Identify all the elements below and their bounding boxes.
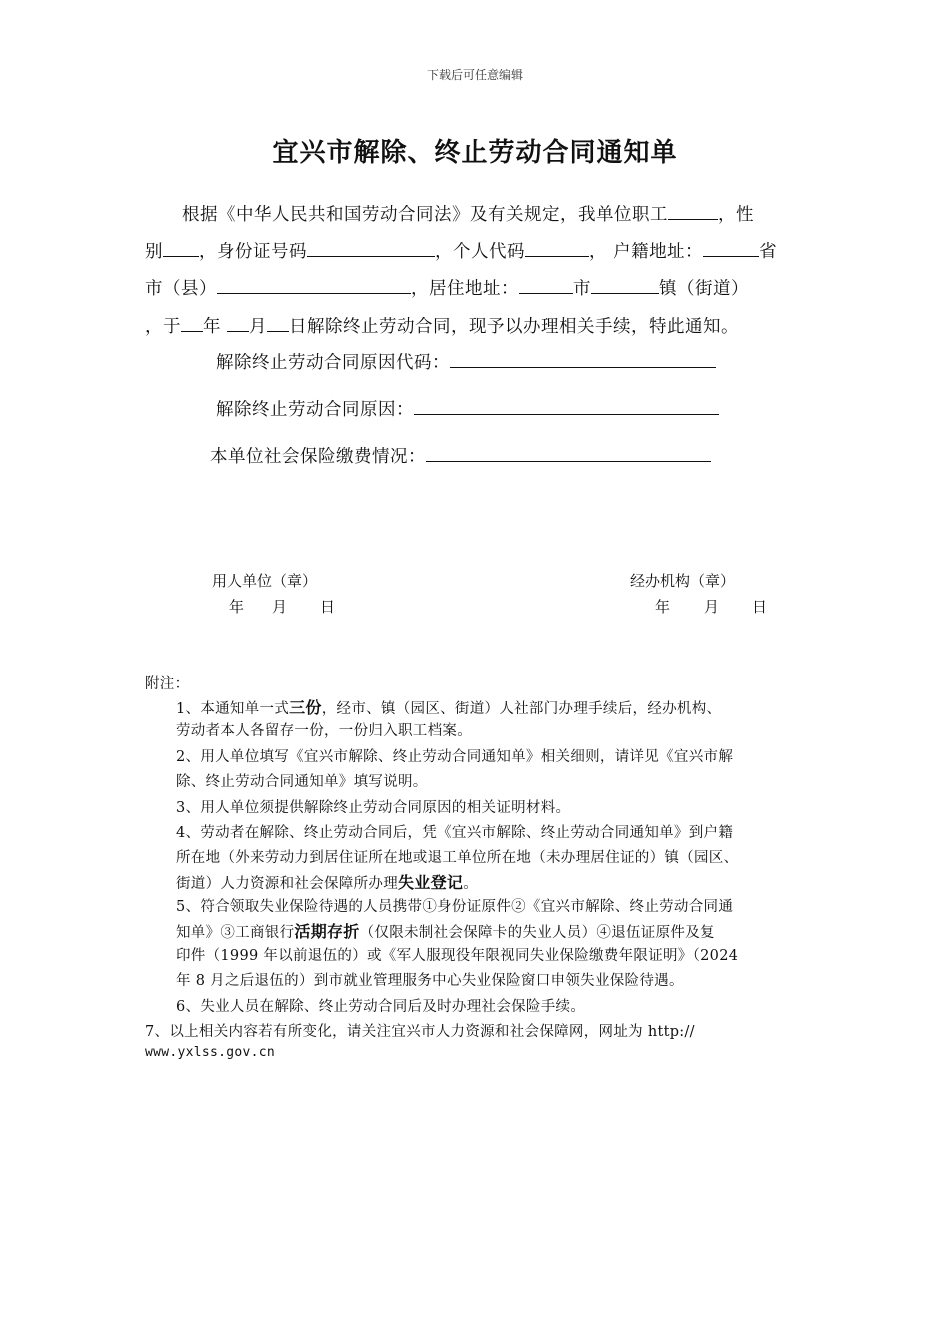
note-1-line-1: [176, 695, 721, 718]
gender-blank[interactable]: [163, 238, 199, 257]
intro-text: ，居住地址：: [411, 279, 519, 299]
note-text: （仅限未制社会保障卡的失业人员）④退伍证原件及复: [359, 925, 715, 941]
employer-date-day: 日: [320, 598, 336, 616]
note-4-line-1: 4、劳动者在解除、终止劳动合同后，凭《宜兴市解除、终止劳动合同通知单》到户籍: [176, 825, 734, 841]
agency-stamp-label: 经办机构（章）: [630, 572, 736, 590]
note-4-line-2: 所在地（外来劳动力到居住证所在地或退工单位所在地（未办理居住证的）镇（园区、: [176, 850, 739, 866]
intro-text: ，于: [145, 317, 181, 337]
note-4-line-3: [176, 870, 478, 893]
note-5-line-1: 5、符合领取失业保险待遇的人员携带①身份证原件②《宜兴市解除、终止劳动合同通: [176, 899, 734, 915]
employer-stamp-label: 用人单位（章）: [212, 572, 318, 590]
page-title: 宜兴市解除、终止劳动合同通知单: [272, 138, 678, 168]
reason-code-label: 解除终止劳动合同原因代码：: [216, 353, 450, 373]
personal-code-blank[interactable]: [525, 238, 589, 257]
reason-row: [216, 396, 719, 421]
insurance-field[interactable]: [426, 443, 711, 462]
note-5-line-3: 印件（1999 年以前退伍的）或《军人服现役年限视同失业保险缴费年限证明》（2024: [176, 948, 739, 964]
province-blank[interactable]: [703, 238, 759, 257]
intro-line-4: [145, 313, 739, 338]
employer-date-year: 年: [229, 598, 245, 616]
intro-line-1: [182, 201, 754, 226]
note-5-line-2: [176, 919, 715, 942]
year-blank[interactable]: [181, 313, 203, 332]
day-blank[interactable]: [267, 313, 289, 332]
note-emphasis: 活期存折: [294, 922, 360, 941]
month-blank[interactable]: [227, 313, 249, 332]
website-url[interactable]: www.yxlss.gov.cn: [145, 1045, 276, 1060]
employee-name-blank[interactable]: [668, 201, 718, 220]
insurance-label: 本单位社会保险缴费情况：: [210, 447, 426, 467]
note-text: 。: [463, 876, 479, 892]
note-2-line-2: 除、终止劳动合同通知单》填写说明。: [176, 774, 428, 790]
agency-date-month: 月: [704, 598, 720, 616]
city-blank[interactable]: [519, 275, 573, 294]
insurance-row: [210, 443, 711, 468]
intro-text: ，性: [718, 205, 754, 225]
note-7-line-1: 7、以上相关内容若有所变化，请关注宜兴市人力资源和社会保障网，网址为 http://: [145, 1024, 695, 1040]
note-3: 3、用人单位须提供解除终止劳动合同原因的相关证明材料。: [176, 800, 571, 816]
intro-text: 市（县）: [145, 279, 217, 299]
note-6: 6、失业人员在解除、终止劳动合同后及时办理社会保险手续。: [176, 999, 586, 1015]
note-2-line-1: 2、用人单位填写《宜兴市解除、终止劳动合同通知单》相关细则，请详见《宜兴市解: [176, 749, 734, 765]
reason-code-field[interactable]: [450, 349, 716, 368]
note-5-line-4: 年 8 月之后退伍的）到市就业管理服务中心失业保险窗口申领失业保险待遇。: [176, 973, 684, 989]
agency-date-day: 日: [752, 598, 768, 616]
note-1-line-2: 劳动者本人各留存一份，一份归入职工档案。: [176, 723, 472, 739]
intro-text: ， 户籍地址：: [589, 242, 704, 262]
reason-label: 解除终止劳动合同原因：: [216, 400, 414, 420]
reason-code-row: [216, 349, 716, 374]
notes-heading: 附注：: [145, 676, 190, 692]
intro-text: ，个人代码: [435, 242, 525, 262]
intro-text: 市: [573, 279, 591, 299]
town-blank[interactable]: [591, 275, 659, 294]
note-emphasis: 失业登记: [398, 873, 464, 892]
intro-text: 根据《中华人民共和国劳动合同法》及有关规定，我单位职工: [182, 205, 668, 225]
note-emphasis: 三份: [289, 698, 322, 717]
county-blank[interactable]: [217, 275, 411, 294]
intro-text: 日解除终止劳动合同，现予以办理相关手续，特此通知。: [289, 317, 739, 337]
note-text: 1、本通知单一式: [176, 701, 290, 717]
intro-text: 年: [203, 317, 221, 337]
agency-date-year: 年: [655, 598, 671, 616]
note-text: ，经市、镇（园区、街道）人社部门办理手续后，经办机构、: [321, 701, 722, 717]
intro-text: 镇（街道）: [659, 279, 749, 299]
intro-line-2: [145, 238, 777, 263]
reason-field[interactable]: [414, 396, 719, 415]
intro-text: 月: [249, 317, 267, 337]
id-number-blank[interactable]: [307, 238, 435, 257]
intro-text: 别: [145, 242, 163, 262]
intro-text: ，身份证号码: [199, 242, 307, 262]
intro-line-3: [145, 275, 749, 300]
intro-text: 省: [759, 242, 778, 262]
note-text: 街道）人力资源和社会保障所办理: [176, 876, 398, 892]
note-text: 知单》③工商银行: [176, 925, 295, 941]
page-header: 下载后可任意编辑: [426, 68, 523, 82]
employer-date-month: 月: [272, 598, 288, 616]
